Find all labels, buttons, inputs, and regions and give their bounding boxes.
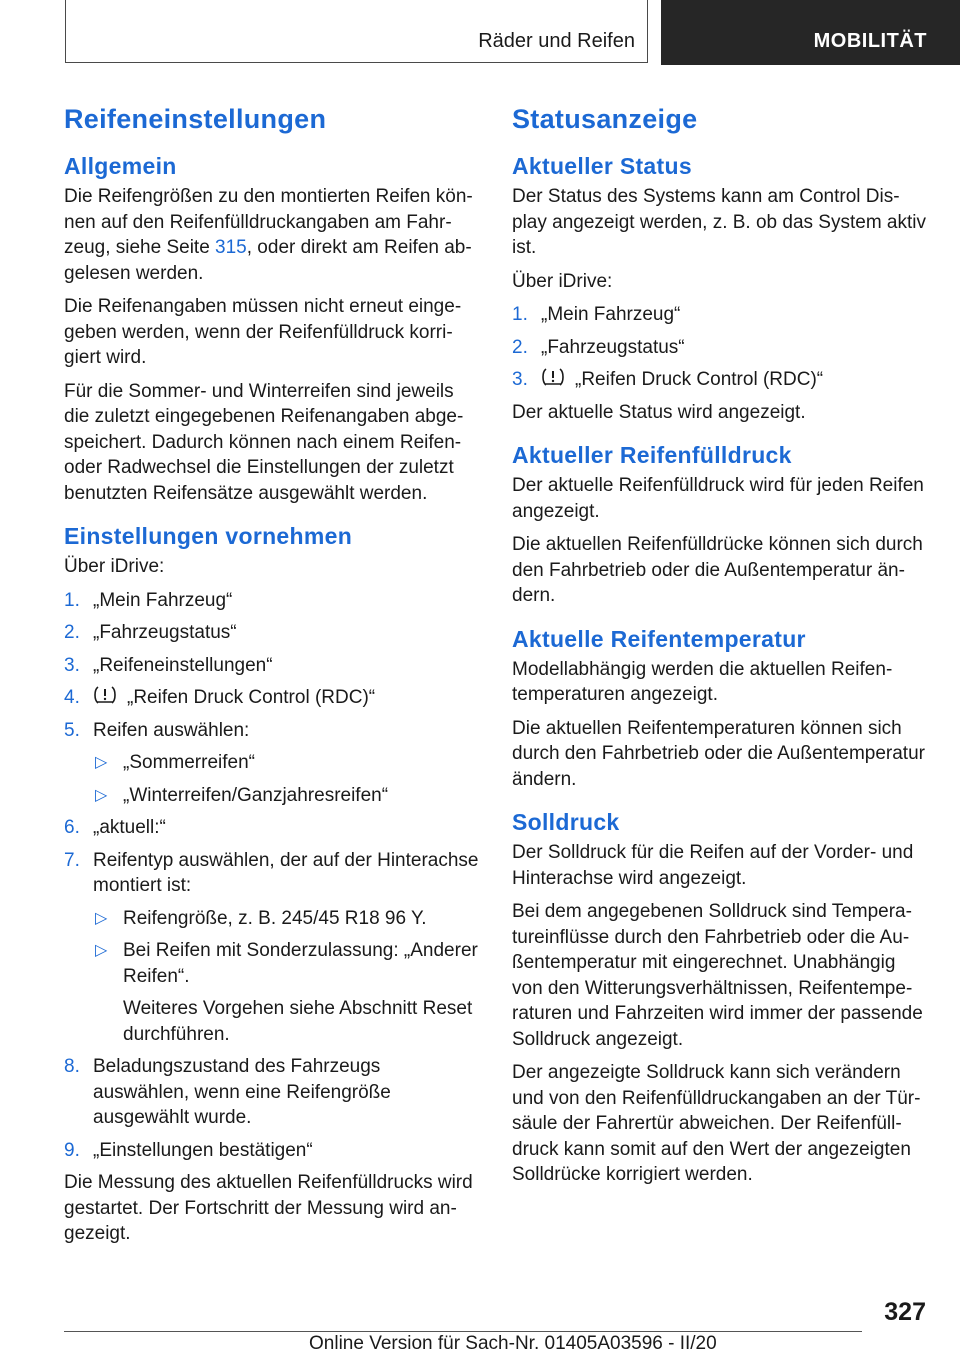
tire-pressure-warning-icon (93, 685, 117, 705)
paragraph-pressure-1: Der aktuelle Reifenfülldruck wird für jeden Reifen angezeigt. (512, 475, 924, 522)
heading-current-temperature: Aktuelle Reifentemperatur (512, 625, 806, 652)
triangle-bullet-icon: ▷ (95, 909, 108, 927)
paragraph-general-3: Für die Sommer- und Winterreifen sind jeweils die zuletzt eingegebenen Reifenangaben abgespeichert. Dadurch können nach einem Reifen- oder Radwechsel die Einstellungen der zuletzt benutzten Reifensätze ausgewählt werden. (64, 380, 464, 504)
list-item: 2. „Fahrzeugstatus“ (64, 622, 237, 643)
paragraph-pressure-2: Die aktuellen Reifenfülldrücke können sich durch den Fahrbetrieb oder die Außentemperatur ändern. (512, 534, 923, 606)
status-outro: Der aktuelle Status wird angezeigt. (512, 401, 806, 423)
settings-outro: Die Messung des aktuellen Reifenfülldrucks wird gestartet. Der Fortschritt der Messung wird angezeigt. (64, 1172, 473, 1244)
left-column (64, 100, 480, 1255)
triangle-bullet-icon: ▷ (95, 942, 108, 959)
list-item: 1. „Mein Fahrzeug“ (64, 589, 233, 611)
idrive-intro: Über iDrive: (512, 270, 613, 292)
list-item: 3. „Reifeneinstellungen“ (64, 654, 273, 676)
list-item: 4. „Reifen Druck Control (RDC)“ (64, 687, 376, 708)
paragraph-target-2: Bei dem angegebenen Solldruck sind Temperatureinflüsse durch den Fahrbetrieb oder die Außentemperatur mit eingerechnet. Unabhängig von den Witterungsverhältnissen, Reifentemperaturen und Fahrzeiten wird immer der passende Solldruck angezeigt. (512, 901, 923, 1050)
heading-general: Allgemein (64, 153, 177, 179)
list-item: ▷ „Winterreifen/Ganzjahresreifen“ (93, 783, 480, 809)
settings-steps-list (64, 588, 480, 1164)
header-chapter-tab (661, 0, 960, 65)
paragraph-temperature-1: Modellabhängig werden die aktuellen Reifentemperaturen angezeigt. (512, 658, 893, 705)
list-item: 8. Beladungszustand des Fahrzeugs auswählen, wenn eine Reifengröße ausgewählt wurde. (64, 1056, 391, 1128)
reset-note: Weiteres Vorgehen siehe Abschnitt Reset durchführen. (123, 998, 473, 1045)
list-item: ▷ Reifengröße, z. B. 245/45 R18 96 Y. (93, 906, 480, 932)
paragraph-general-1: Die Reifengrößen zu den montierten Reifen können auf den Reifenfülldruckangaben am Fahrzeug, siehe Seite 315, oder direkt am Reifen abgelesen werden. (64, 186, 473, 284)
paragraph-general-2: Die Reifenangaben müssen nicht erneut eingegeben werden, wenn der Reifenfülldruck korrigiert wird. (64, 296, 462, 368)
section-title-status-display: Statusanzeige (512, 104, 698, 134)
page-number: 327 (884, 1298, 926, 1326)
paragraph-current-status: Der Status des Systems kann am Control Display angezeigt werden, z. B. ob das System aktiv ist. (512, 186, 926, 258)
status-steps-list (512, 302, 928, 393)
paragraph-target-3: Der angezeigte Solldruck kann sich verändern und von den Reifenfülldruckangaben an der Türsäule der Fahrertür abweichen. Der Reifenfülldruck kann somit auf den Wert der angezeigten Solldrücke korrigiert werden. (512, 1062, 921, 1185)
list-item: 3. „Reifen Druck Control (RDC)“ (512, 369, 824, 390)
heading-settings: Einstellungen vornehmen (64, 523, 353, 549)
tire-type-options (93, 906, 480, 1048)
page-reference-link[interactable]: 315 (215, 237, 247, 258)
paragraph-target-1: Der Solldruck für die Reifen auf der Vorder- und Hinterachse wird angezeigt. (512, 842, 914, 889)
tire-pressure-warning-icon (541, 367, 565, 387)
list-item: 7. Reifentyp auswählen, der auf der Hinterachse montiert ist: ▷ Reifengröße, z. B. 245/45 R18 96 Y. ▷ Bei Reifen mit Sonderzulassung: „Anderer Reifen“. Weiteres Vorgehen siehe Abschnitt Reset durchführen. (64, 848, 480, 1048)
heading-target-pressure: Solldruck (512, 809, 620, 835)
list-item: 9. „Einstellungen bestätigen“ (64, 1139, 313, 1161)
triangle-bullet-icon: ▷ (95, 786, 108, 804)
list-item: 2. „Fahrzeugstatus“ (512, 336, 685, 358)
paragraph-temperature-2: Die aktuellen Reifentemperaturen können sich durch den Fahrbetrieb oder die Außentemperatur ändern. (512, 717, 925, 790)
footer-version-text: Online Version für Sach-Nr. 01405A03596 - II/20 (309, 1333, 717, 1354)
footer-divider (64, 1331, 862, 1332)
header-section-title: Räder und Reifen (478, 30, 635, 52)
list-item: ▷ „Sommerreifen“ (93, 750, 480, 776)
header-chapter-label: MOBILITÄT (813, 30, 927, 52)
list-item: ▷ Bei Reifen mit Sonderzulassung: „Anderer Reifen“. Weiteres Vorgehen siehe Abschnitt Reset durchführen. (93, 938, 480, 1047)
list-item: 6. „aktuell:“ (64, 817, 166, 838)
tire-season-options (93, 750, 480, 808)
list-item: 1. „Mein Fahrzeug“ (512, 304, 681, 325)
list-item: 5. Reifen auswählen: ▷ „Sommerreifen“ ▷ „Winterreifen/Ganzjahresreifen“ (64, 718, 480, 809)
heading-current-pressure: Aktueller Reifenfülldruck (512, 442, 792, 468)
section-title-tire-settings: Reifeneinstellungen (64, 104, 327, 134)
heading-current-status: Aktueller Status (512, 153, 692, 179)
right-column (512, 100, 928, 1196)
triangle-bullet-icon: ▷ (95, 754, 108, 771)
idrive-intro: Über iDrive: (64, 556, 165, 577)
